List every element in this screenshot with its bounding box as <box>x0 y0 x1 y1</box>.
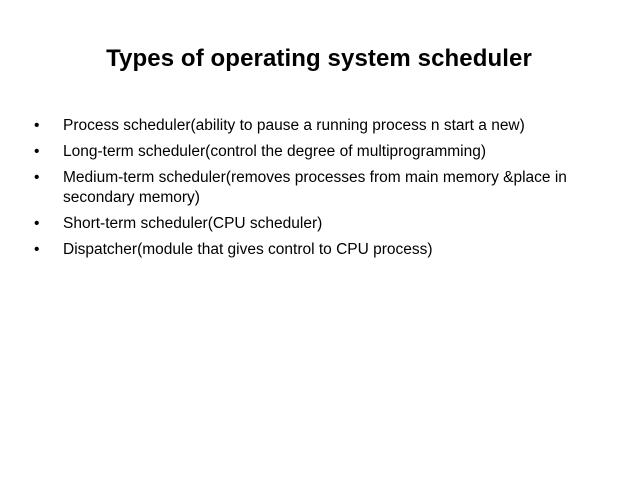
bullet-text: Short-term scheduler(CPU scheduler) <box>63 215 323 232</box>
bullet-item-long-term-scheduler <box>32 142 612 162</box>
bullet-item-medium-term-scheduler <box>32 168 612 208</box>
bullet-item-dispatcher <box>32 240 612 260</box>
bullet-text: Long-term scheduler(control the degree of multiprogramming) <box>63 143 487 160</box>
bullet-dot-icon: • <box>34 117 40 134</box>
bullet-text: Process scheduler(ability to pause a running process n start a new) <box>63 117 525 134</box>
bullet-dot-icon: • <box>34 143 40 160</box>
bullet-item-process-scheduler <box>32 116 612 136</box>
slide-title: Types of operating system scheduler <box>106 45 532 72</box>
bullet-list <box>32 116 612 266</box>
bullet-text: Dispatcher(module that gives control to CPU process) <box>63 241 433 258</box>
bullet-dot-icon: • <box>34 241 40 258</box>
bullet-item-short-term-scheduler <box>32 214 612 234</box>
bullet-text: Medium-term scheduler(removes processes from main memory &place in secondary memory) <box>63 169 567 206</box>
bullet-dot-icon: • <box>34 169 40 186</box>
bullet-dot-icon: • <box>34 215 40 232</box>
